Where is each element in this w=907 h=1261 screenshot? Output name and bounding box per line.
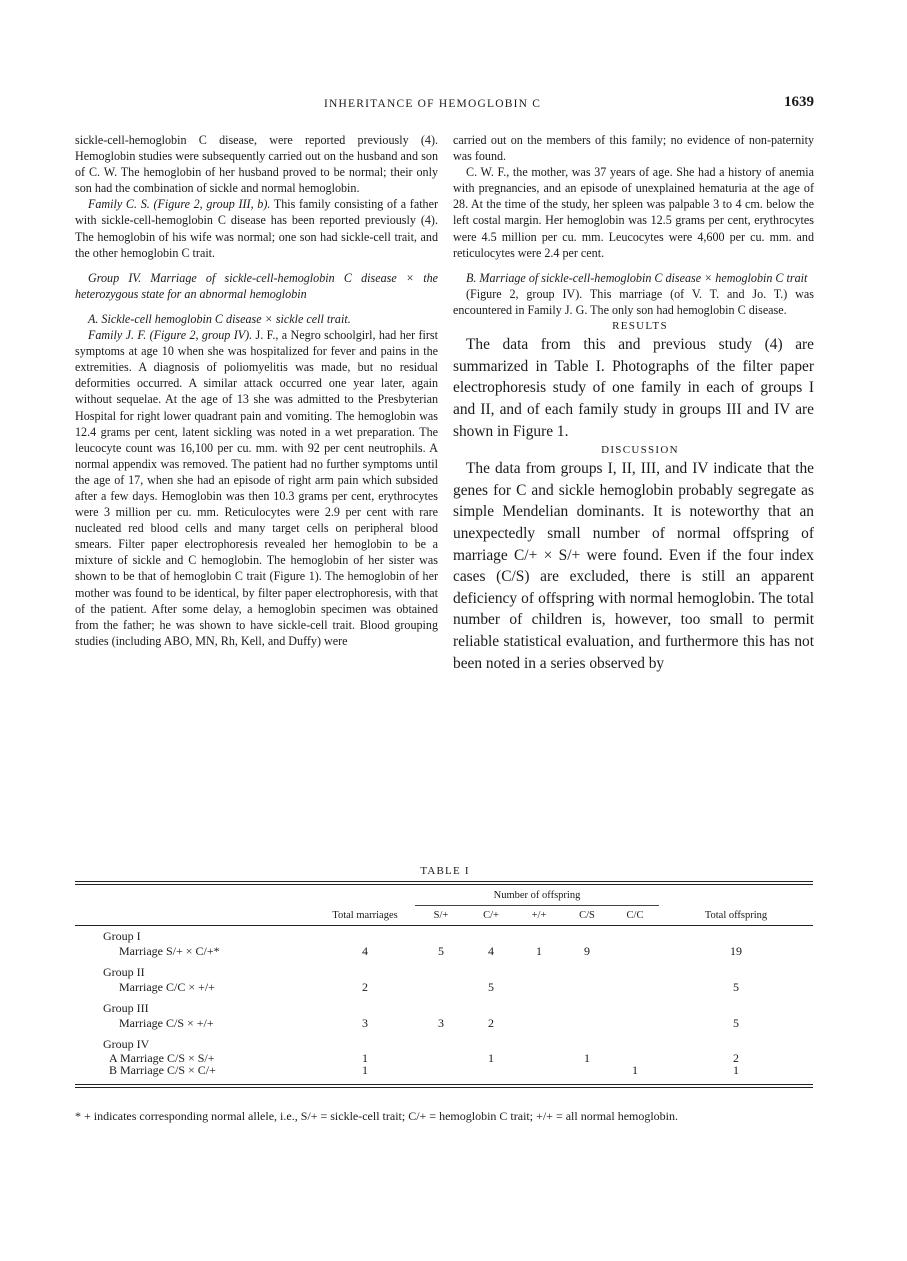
cell [515,1064,563,1084]
paragraph [75,327,438,649]
total-marriages-cell: 2 [362,980,368,994]
total-marriages-header: Total marriages [332,909,398,921]
cell: 1 [632,1063,638,1077]
right-column [453,132,814,674]
cell [563,1064,611,1084]
col-header: C/+ [483,909,499,921]
cell [563,1016,611,1032]
col-header: C/S [579,909,595,921]
col-header: S/+ [433,909,449,921]
offspring-table [75,885,813,1084]
marriage-label: A Marriage C/S × S/+ [109,1051,215,1065]
subsection-b-heading: B. Marriage of sickle-cell-hemoglobin C disease × hemoglobin C trait [466,270,808,285]
total-offspring-cell: 2 [733,1051,739,1065]
paragraph [75,196,438,260]
cell [515,980,563,996]
cell: 4 [488,944,494,958]
total-offspring-cell: 1 [733,1063,739,1077]
discussion-heading: DISCUSSION [601,444,679,457]
cell: 1 [584,1051,590,1065]
marriage-label: Marriage S/+ × C/+* [119,944,220,958]
total-marriages-cell: 1 [362,1051,368,1065]
paragraph-text: J. F., a Negro schoolgirl, had her first symptoms at age 10 when she was hospitalized for fever and pains in the extremities. A diagnosis of poliomyelitis was made, but no residual deformities occurred. A similar attack occurred one year later, again without sequelae. At the age of 13 she was admitted to the Presbyterian Hospital for right lower quadrant pain and vomiting. The hemoglobin was 12.4 grams per cent, latent sickling was noted in a wet preparation. The leucocyte count was 16,100 per cu. mm. with 92 per cent neutrophils. A normal appendix was removed. The patient had no further symptoms until the age of 17, when she had an episode of right arm pain which subsided after a few days. Hemoglobin was then 10.3 grams per cent, erythrocytes were 3 million per cu. mm. Reticulocytes were 2.9 per cent with rare nucleated red blood cells and many target cells on peripheral blood smears. Filter paper electrophoresis revealed her hemoglobin to be a mixture of sickle and C hemoglobin. The hemoglobin of her sister was shown to be that of hemoglobin C trait (Figure 1). The hemoglobin of her mother was found to be identical, by filter paper electrophoresis, with that of the patient. After some delay, a hemoglobin specimen was obtained from the father; he was shown to have sickle-cell trait. Blood grouping studies (including ABO, MN, Rh, Kell, and Duffy) were [75,328,438,648]
group-iv-heading: Group IV. Marriage of sickle-cell-hemoglobin C disease × the heterozygous state for an abnormal hemoglobin [75,270,438,301]
number-of-offspring-header: Number of offspring [415,885,659,905]
cell: 1 [536,944,542,958]
col-header: +/+ [531,909,547,921]
group-label: Group IV [103,1036,150,1051]
table-row [75,944,813,960]
marriage-label: B Marriage C/S × C/+ [109,1063,216,1077]
group-label: Group III [103,1000,149,1015]
cell: 9 [584,944,590,958]
paragraph: sickle-cell-hemoglobin C disease, were reported previously (4). Hemoglobin studies were subsequently carried out on the husband and son of C. W. The hemoglobin of her husband proved to be normal; their only son had the combination of sickle and normal hemoglobin. [75,133,438,196]
total-marriages-cell: 3 [362,1016,368,1030]
paragraph-text: This family consisting of a father with sickle-cell-hemoglobin C disease has been reported previously (4). The hemoglobin of his wife was normal; one son had sickle-cell trait, and the other hemoglobin C trait. [75,197,438,260]
table-i [75,881,813,1088]
cell [515,1016,563,1032]
total-offspring-cell: 19 [730,944,742,958]
cell: 1 [488,1051,494,1065]
total-offspring-cell: 5 [733,980,739,994]
table-footnote: * + indicates corresponding normal allele, i.e., S/+ = sickle-cell trait; C/+ = hemoglobin C trait; +/+ = all normal hemoglobin. [75,1109,679,1123]
cell [611,1016,659,1032]
col-header: C/C [626,909,644,921]
table-caption: TABLE I [420,865,470,877]
paragraph: (Figure 2, group IV). This marriage (of V. T. and Jo. T.) was encountered in Family J. G. The only son had hemoglobin C disease. [453,286,814,317]
table-row [75,980,813,996]
cell [563,980,611,996]
cell [467,1064,515,1084]
group-label: Group I [103,928,141,943]
left-column [75,132,438,649]
total-marriages-cell: 4 [362,944,368,958]
cell: 3 [438,1016,444,1030]
group-label: Group II [103,964,145,979]
marriage-label: Marriage C/S × +/+ [119,1016,214,1030]
cell [415,1064,467,1084]
page-number: 1639 [784,94,814,110]
table-row [75,1016,813,1032]
discussion-paragraph: The data from groups I, II, III, and IV indicate that the genes for C and sickle hemoglobin probably segregate as simple Mendelian dominants. It is noteworthy that an unexpectedly small number of normal offspring of marriage C/+ × S/+ were found. Even if the four index cases (C/S) are excluded, there is still an apparent deficiency of offspring with normal hemoglobin. The total number of children is, however, too small to permit reliable statistical evaluation, and furthermore this has not been noted in a series observed by [453,460,814,672]
results-paragraph: The data from this and previous study (4) are summarized in Table I. Photographs of the filter paper electrophoresis study of one family in each of groups I and II, and of each family study in groups III and IV are shown in Figure 1. [453,336,814,440]
cell [415,980,467,996]
marriage-label: Marriage C/C × +/+ [119,980,215,994]
cell: 5 [488,980,494,994]
running-header: INHERITANCE OF HEMOGLOBIN C [324,98,542,110]
cell: 2 [488,1016,494,1030]
cell [611,944,659,960]
cell [515,1052,563,1064]
paragraph: carried out on the members of this family; no evidence of non-paternity was found. [453,133,814,164]
cell [415,1052,467,1064]
cell: 5 [438,944,444,958]
results-heading: RESULTS [612,320,668,333]
table-row [75,1064,813,1084]
total-marriages-cell: 1 [362,1063,368,1077]
total-offspring-cell: 5 [733,1016,739,1030]
family-label: Family J. F. (Figure 2, group IV). [88,328,253,343]
cell [611,980,659,996]
total-offspring-header: Total offspring [704,909,768,921]
paragraph: C. W. F., the mother, was 37 years of age. She had a history of anemia with pregnancies, and an episode of unexplained hematuria at the age of 28. At the time of the study, her spleen was palpable 3 to 4 cm. below the left costal margin. Her hemoglobin was 12.5 grams per cent, erythrocytes were 4.5 million per cu. mm. Leucocytes were 4,600 per cu. mm. and reticulocytes were 2.4 per cent. [453,165,814,260]
family-label: Family C. S. (Figure 2, group III, b). [88,197,271,212]
table-bottom-rule [75,1084,813,1088]
subsection-a-heading: A. Sickle-cell hemoglobin C disease × sickle cell trait. [88,311,351,326]
